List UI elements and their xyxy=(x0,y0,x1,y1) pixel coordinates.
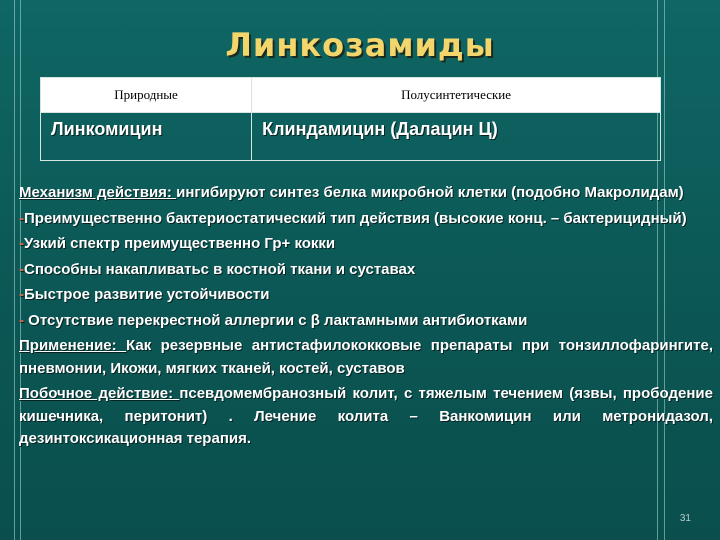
mechanism-label: Механизм действия: xyxy=(19,184,177,201)
application-paragraph xyxy=(19,335,713,380)
list-item xyxy=(19,310,713,333)
page-number: 31 xyxy=(679,513,691,524)
header-natural: Природные xyxy=(41,78,252,113)
mechanism-text: ингибируют синтез белка микробной клетки (подобно Макролидам) xyxy=(176,184,684,201)
bullet-marker: - xyxy=(19,209,24,227)
cell-clindamycin: Клиндамицин (Далацин Ц) xyxy=(252,113,661,161)
slide-body xyxy=(19,182,713,454)
cell-lincomycin: Линкомицин xyxy=(41,113,252,161)
table-header-row xyxy=(41,78,661,113)
bullet-text: Преимущественно бактериостатический тип действия (высокие конц. – бактерицидный) xyxy=(24,209,687,227)
side-effect-label: Побочное действие: xyxy=(19,385,180,402)
header-semisynthetic: Полусинтетические xyxy=(252,78,661,113)
bullet-marker: - xyxy=(19,260,24,278)
side-effect-text: псевдомембранозный колит, с тяжелым течением (язвы, прободение кишечника, перитонит) . Лечение колита – Ванкомицин или метронидазол, дезинтоксикационная терапия. xyxy=(19,385,713,447)
side-effect-paragraph xyxy=(19,383,713,451)
list-item xyxy=(19,284,713,307)
list-item xyxy=(19,259,713,282)
slide-title: Линкозамиды xyxy=(225,26,495,64)
application-label: Применение: xyxy=(19,337,127,354)
bullet-marker: - xyxy=(19,235,24,252)
list-item xyxy=(19,208,713,231)
bullet-text: Отсутствие перекрестной аллергии с β лактамными антибиотками xyxy=(24,311,528,329)
bullet-marker: - xyxy=(19,311,24,329)
bullet-text: Узкий спектр преимущественно Гр+ кокки xyxy=(24,235,336,252)
drug-table xyxy=(40,77,661,161)
mechanism-paragraph xyxy=(19,182,713,205)
application-text: Как резервные антистафилококковые препараты при тонзиллофарингите, пневмонии, Икожи, мягких тканей, костей, суставов xyxy=(19,337,713,377)
table-row xyxy=(41,113,661,161)
decorative-line xyxy=(14,0,15,540)
bullet-marker: - xyxy=(19,286,24,303)
bullet-text: Способны накапливатьс в костной ткани и суставах xyxy=(24,260,416,278)
bullet-text: Быстрое развитие устойчивости xyxy=(24,286,270,303)
list-item xyxy=(19,233,713,256)
